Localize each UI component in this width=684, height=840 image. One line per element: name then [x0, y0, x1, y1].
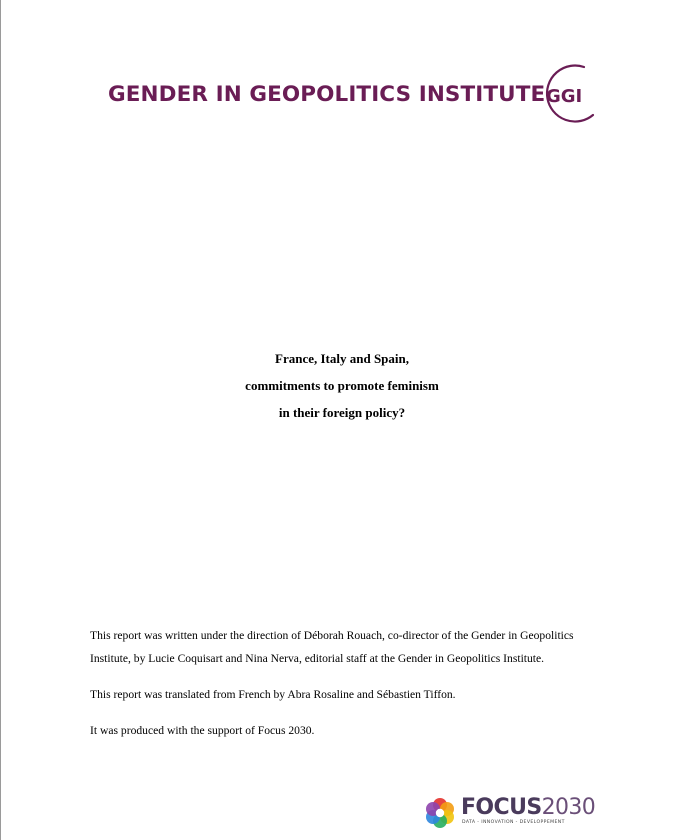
- focus-wordmark-light: 2030: [541, 795, 596, 820]
- focus-flower-icon: [423, 796, 457, 830]
- logo-text: GGI: [546, 86, 583, 107]
- authors-paragraph: This report was written under the direction of Déborah Rouach, co-director of the Gender in Geopolitics Institute, by Lucie Coquisart and Nina Nerva, editorial staff at the Gender in Geopolitics Institute.: [90, 629, 574, 665]
- report-title: [0, 345, 684, 426]
- focus2030-logo: [423, 795, 596, 831]
- title-line-3: in their foreign policy?: [278, 405, 406, 420]
- translation-paragraph: This report was translated from French by Abra Rosaline and Sébastien Tiffon.: [90, 688, 456, 701]
- ggi-logo: [538, 62, 600, 126]
- institute-name: GENDER IN GEOPOLITICS INSTITUTE: [108, 82, 546, 107]
- focus-wordmark-bold: FOCUS: [461, 795, 542, 820]
- credits: [90, 624, 610, 742]
- header: [108, 62, 608, 126]
- title-line-2: commitments to promote feminism: [245, 378, 439, 393]
- focus-tagline: DATA - INNOVATION - DEVELOPPEMENT: [462, 820, 565, 825]
- focus-wordmark: [461, 795, 595, 821]
- support-paragraph: It was produced with the support of Focus 2030.: [90, 724, 315, 737]
- title-line-1: France, Italy and Spain,: [275, 351, 409, 366]
